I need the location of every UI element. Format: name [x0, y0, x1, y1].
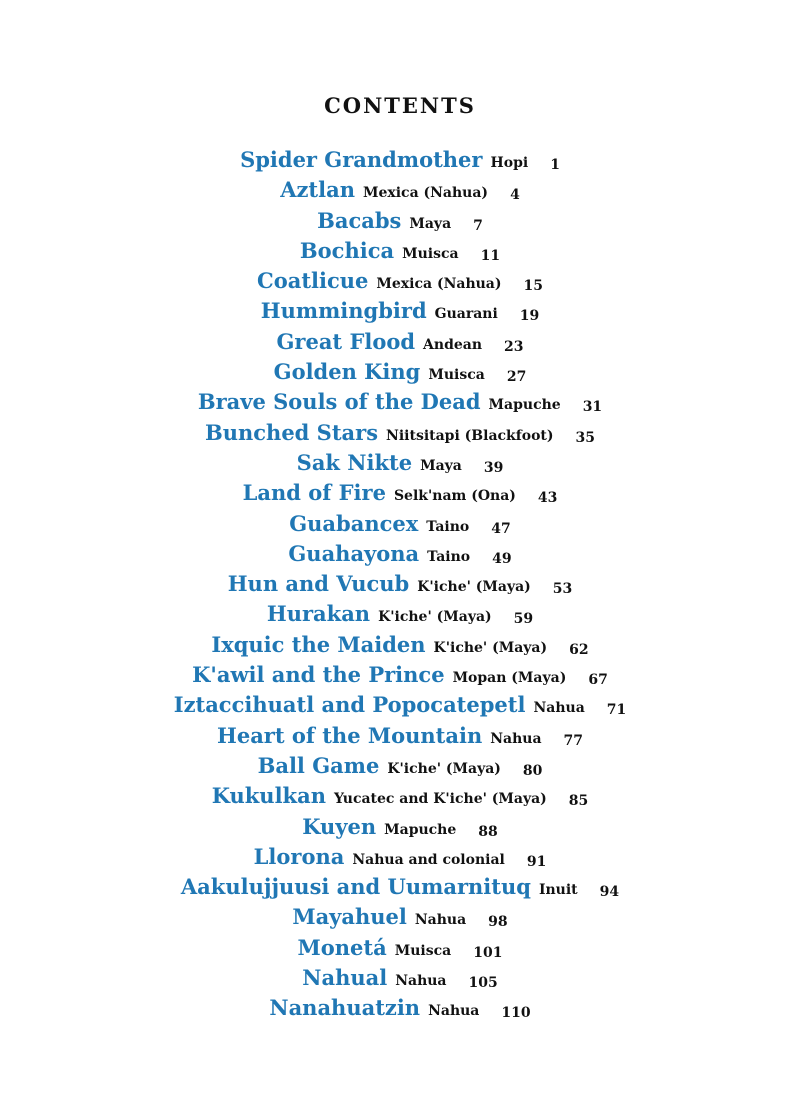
entry-title: Sak Nikte: [296, 449, 413, 475]
entry-culture: Mapuche: [384, 821, 457, 838]
toc-entry[interactable]: [0, 236, 800, 266]
entry-title: K'awil and the Prince: [192, 662, 445, 688]
entry-page-number: 67: [588, 672, 608, 689]
toc-entry[interactable]: [0, 539, 800, 569]
entry-page-number: 4: [510, 187, 520, 204]
toc-entry[interactable]: [0, 418, 800, 448]
entry-title: Bacabs: [317, 207, 402, 233]
entry-title: Coatlicue: [257, 268, 369, 294]
entry-page-number: 19: [519, 308, 540, 325]
entry-culture: Nahua: [428, 1003, 480, 1020]
toc-entry[interactable]: [0, 751, 800, 781]
entry-title: Nahual: [302, 965, 388, 991]
entry-title: Brave Souls of the Dead: [197, 389, 481, 415]
entry-page-number: 23: [504, 338, 524, 355]
toc-entry[interactable]: [0, 478, 800, 508]
entry-page-number: 47: [491, 520, 511, 537]
entry-culture: Guarani: [434, 306, 498, 323]
entry-culture: Muisca: [394, 942, 452, 959]
entry-title: Hun and Vucub: [227, 571, 410, 597]
toc-entry[interactable]: [0, 842, 800, 872]
entry-title: Kukulkan: [211, 783, 326, 809]
entry-title: Land of Fire: [242, 480, 386, 506]
toc-entry[interactable]: [0, 357, 800, 387]
toc-entry[interactable]: [0, 721, 800, 751]
entry-title: Bunched Stars: [204, 419, 379, 445]
entry-title: Monetá: [297, 934, 387, 960]
toc-entry[interactable]: [0, 569, 800, 599]
entry-page-number: 43: [537, 490, 558, 507]
toc-entry[interactable]: [0, 993, 800, 1023]
entry-page-number: 62: [569, 641, 589, 658]
entry-page-number: 94: [599, 884, 620, 901]
entry-culture: Muisca: [428, 367, 485, 384]
entry-page-number: 27: [506, 369, 527, 386]
entry-page-number: 11: [480, 247, 501, 264]
entry-title: Mayahuel: [292, 904, 407, 930]
entry-culture: Nahua: [395, 973, 447, 990]
toc-entry[interactable]: [0, 963, 800, 993]
entry-page-number: 39: [483, 459, 504, 476]
entry-page-number: 77: [563, 732, 583, 749]
entry-culture: Taino: [426, 518, 470, 535]
entry-culture: K'iche' (Maya): [433, 639, 548, 656]
entry-culture: K'iche' (Maya): [387, 760, 501, 777]
entry-title: Guahayona: [288, 540, 420, 566]
toc-entry[interactable]: [0, 872, 800, 902]
entry-page-number: 1: [550, 157, 560, 173]
entry-title: Spider Grandmother: [240, 147, 483, 172]
entry-title: Llorona: [253, 843, 345, 869]
toc-entry[interactable]: [0, 690, 800, 720]
entry-culture: Maya: [420, 457, 462, 474]
entry-page-number: 85: [568, 793, 589, 810]
toc-entry[interactable]: [0, 266, 800, 296]
entry-page-number: 71: [606, 702, 627, 719]
entry-culture: K'iche' (Maya): [417, 579, 531, 596]
toc-entry[interactable]: [0, 812, 800, 842]
entry-page-number: 88: [478, 823, 498, 840]
entry-culture: Niitsitapi (Blackfoot): [386, 427, 554, 444]
entry-culture: Mopan (Maya): [452, 670, 567, 687]
entry-title: Kuyen: [302, 813, 377, 839]
entry-title: Iztaccihuatl and Popocatepetl: [173, 692, 526, 718]
entry-culture: Maya: [409, 215, 452, 232]
entry-title: Hummingbird: [260, 298, 427, 324]
entry-page-number: 53: [552, 581, 573, 598]
entry-page-number: 98: [488, 914, 508, 931]
entry-page-number: 101: [473, 944, 503, 961]
entry-culture: Nahua: [414, 912, 467, 929]
entry-page-number: 110: [501, 1005, 531, 1022]
entry-title: Hurakan: [266, 601, 371, 627]
entry-culture: Mexica (Nahua): [376, 276, 502, 293]
entry-title: Aakulujjuusi and Uumarnituq: [180, 874, 531, 900]
entry-culture: Taino: [427, 548, 471, 565]
entry-title: Heart of the Mountain: [217, 722, 483, 748]
entry-page-number: 105: [468, 975, 498, 992]
entry-page-number: 35: [575, 429, 596, 446]
entry-title: Great Flood: [276, 328, 416, 354]
entry-page-number: 80: [522, 762, 543, 779]
entry-culture: Mapuche: [488, 397, 561, 414]
entry-title: Guabancex: [289, 510, 419, 536]
entry-page-number: 15: [523, 278, 543, 295]
entry-title: Ball Game: [257, 752, 380, 778]
page-title: CONTENTS: [324, 93, 476, 118]
entry-culture: Hopi: [490, 155, 529, 171]
entry-culture: Selk'nam (Ona): [393, 488, 516, 505]
entry-page-number: 59: [513, 611, 534, 628]
entry-title: Aztlan: [280, 177, 355, 203]
toc-entry[interactable]: [0, 206, 800, 236]
entry-page-number: 31: [582, 399, 603, 416]
toc-entry[interactable]: [0, 145, 800, 175]
entry-page-number: 7: [473, 217, 483, 234]
entry-culture: Inuit: [538, 882, 578, 899]
entry-culture: K'iche' (Maya): [378, 609, 492, 626]
entry-culture: Nahua: [533, 700, 585, 717]
entry-title: Ixquic the Maiden: [211, 631, 426, 657]
entry-culture: Mexica (Nahua): [362, 185, 489, 202]
entry-culture: Nahua: [490, 730, 542, 747]
toc-entry[interactable]: [0, 296, 800, 326]
table-of-contents: [0, 145, 800, 1024]
entry-culture: Nahua and colonial: [352, 851, 505, 868]
toc-entry[interactable]: [0, 175, 800, 205]
toc-entry[interactable]: [0, 933, 800, 963]
entry-title: Bochica: [299, 237, 395, 263]
entry-title: Nanahuatzin: [269, 995, 421, 1021]
entry-culture: Andean: [423, 336, 483, 353]
toc-entry[interactable]: [0, 387, 800, 417]
toc-entry[interactable]: [0, 902, 800, 932]
entry-page-number: 49: [492, 550, 512, 567]
toc-entry[interactable]: [0, 327, 800, 357]
toc-entry[interactable]: [0, 448, 800, 478]
entry-culture: Yucatec and K'iche' (Maya): [333, 791, 547, 808]
toc-entry[interactable]: [0, 599, 800, 629]
entry-page-number: 91: [526, 853, 547, 870]
toc-entry[interactable]: [0, 781, 800, 811]
entry-culture: Muisca: [402, 245, 459, 262]
entry-title: Golden King: [273, 359, 421, 385]
toc-entry[interactable]: [0, 660, 800, 690]
toc-entry[interactable]: [0, 630, 800, 660]
toc-entry[interactable]: [0, 509, 800, 539]
